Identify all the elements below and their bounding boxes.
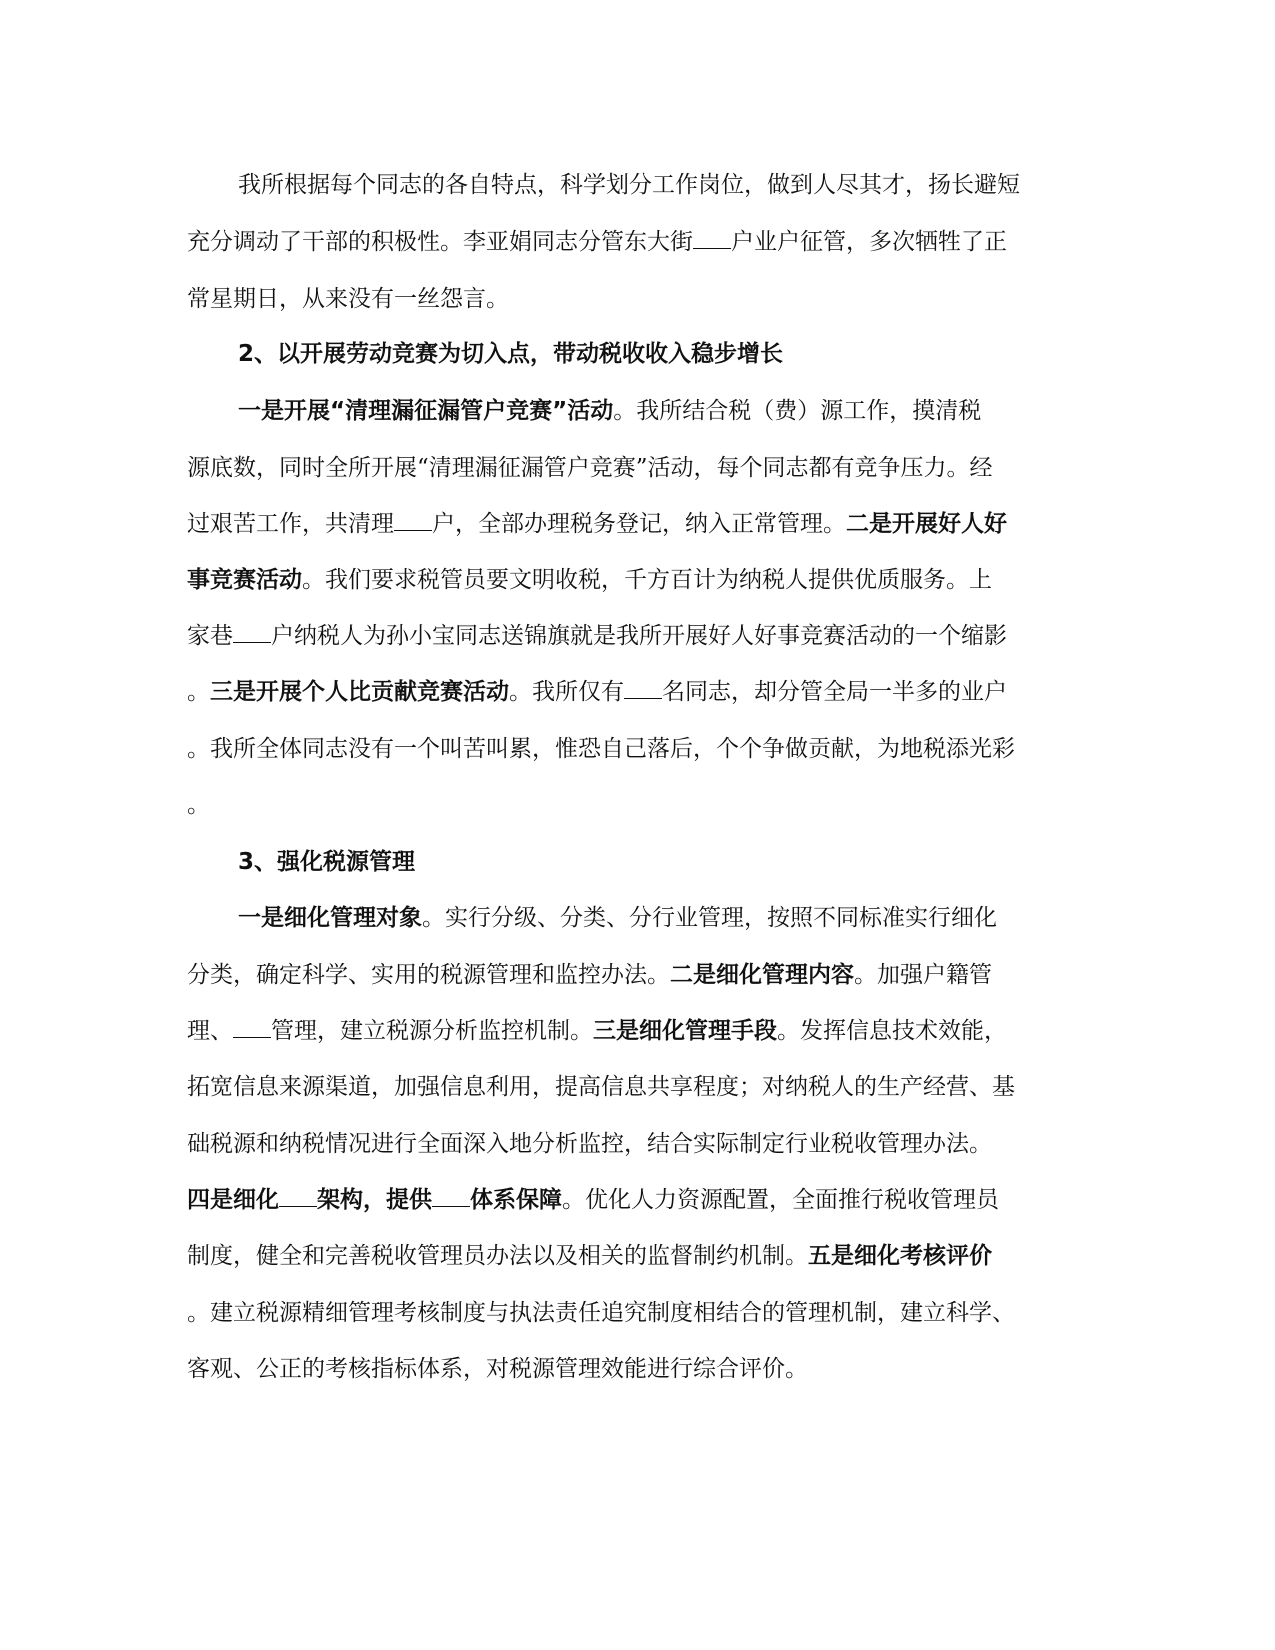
text: 过艰苦工作，共清理 [187, 511, 394, 537]
text: 户，全部办理税务登记，纳入正常管理。 [432, 511, 846, 537]
text: 。我所仅有 [509, 679, 624, 705]
paragraph-line [187, 451, 993, 485]
bold-text: 体系保障 [470, 1187, 562, 1213]
text: 础税源和纳税情况进行全面深入地分析监控，结合实际制定行业税收管理办法。 [187, 1131, 992, 1157]
blank-underline [233, 1019, 271, 1038]
bold-text: 三是开展个人比贡献竞赛活动 [210, 679, 509, 705]
blank-underline [394, 512, 432, 531]
bold-text: 二是开展好人好 [846, 511, 1007, 537]
paragraph-line [187, 1127, 992, 1161]
bold-text: 四是细化 [187, 1187, 279, 1213]
blank-underline [693, 230, 731, 249]
text: 。建立税源精细管理考核制度与执法责任追究制度相结合的管理机制，建立科学、 [187, 1300, 1015, 1326]
paragraph-line [187, 1352, 808, 1386]
section-heading: 2、以开展劳动竞赛为切入点，带动税收收入稳步增长 [238, 341, 784, 367]
text: 户业户征管，多次牺牲了正 [731, 229, 1007, 255]
text: 名同志，却分管全局一半多的业户 [662, 679, 1007, 705]
paragraph-line [187, 1183, 999, 1217]
text: 常星期日，从来没有一丝怨言。 [187, 286, 509, 312]
bold-text: 一是开展“清理漏征漏管户竞赛”活动 [238, 398, 614, 424]
bold-text: 三是细化管理手段 [593, 1018, 777, 1044]
paragraph-line [238, 901, 997, 935]
bold-text: 一是细化管理对象 [238, 905, 422, 931]
text: 我所根据每个同志的各自特点，科学划分工作岗位，做到人尽其才，扬长避短 [238, 172, 1020, 198]
paragraph-line [238, 168, 1020, 202]
paragraph-line [187, 732, 1015, 766]
paragraph-line [187, 1296, 1015, 1330]
text: 源底数，同时全所开展“清理漏征漏管户竞赛”活动，每个同志都有竞争压力。经 [187, 455, 993, 481]
text: 。加强户籍管 [854, 962, 992, 988]
bold-text: 事竞赛活动 [187, 567, 302, 593]
paragraph-line [238, 394, 981, 428]
text: 。我所全体同志没有一个叫苦叫累，惟恐自己落后，个个争做贡献，为地税添光彩 [187, 736, 1015, 762]
paragraph-line [187, 788, 210, 822]
text: 。优化人力资源配置，全面推行税收管理员 [562, 1187, 999, 1213]
paragraph-line [187, 1239, 992, 1273]
paragraph-line [187, 282, 509, 316]
text: 。 [187, 679, 210, 705]
bold-text: 五是细化考核评价 [808, 1243, 992, 1269]
text: 户纳税人为孙小宝同志送锦旗就是我所开展好人好事竞赛活动的一个缩影 [271, 623, 1007, 649]
paragraph-line [187, 1014, 1007, 1048]
blank-underline [279, 1188, 317, 1207]
text: 充分调动了干部的积极性。李亚娟同志分管东大街 [187, 229, 693, 255]
text: 分类，确定科学、实用的税源管理和监控办法。 [187, 962, 670, 988]
paragraph-line [187, 507, 1007, 541]
paragraph-line [187, 619, 1007, 653]
section-heading: 3、强化税源管理 [238, 849, 416, 875]
bold-text: 架构，提供 [317, 1187, 432, 1213]
text: 理、 [187, 1018, 233, 1044]
paragraph-line [187, 225, 1007, 259]
blank-underline [432, 1188, 470, 1207]
text: 家巷 [187, 623, 233, 649]
text: 。实行分级、分类、分行业管理，按照不同标准实行细化 [422, 905, 997, 931]
blank-underline [624, 680, 662, 699]
text: 客观、公正的考核指标体系，对税源管理效能进行综合评价。 [187, 1356, 808, 1382]
paragraph-line [187, 563, 992, 597]
paragraph-line [187, 675, 1007, 709]
text: 。发挥信息技术效能， [777, 1018, 1007, 1044]
blank-underline [233, 624, 271, 643]
text: 拓宽信息来源渠道，加强信息利用，提高信息共享程度；对纳税人的生产经营、基 [187, 1074, 1015, 1100]
bold-text: 二是细化管理内容 [670, 962, 854, 988]
text: 。我们要求税管员要文明收税，千方百计为纳税人提供优质服务。上 [302, 567, 992, 593]
text: 。我所结合税（费）源工作，摸清税 [613, 398, 982, 424]
text: 制度，健全和完善税收管理员办法以及相关的监督制约机制。 [187, 1243, 808, 1269]
text: 管理，建立税源分析监控机制。 [271, 1018, 593, 1044]
paragraph-line [187, 1070, 1015, 1104]
text: 。 [187, 792, 210, 818]
paragraph-line [187, 958, 992, 992]
